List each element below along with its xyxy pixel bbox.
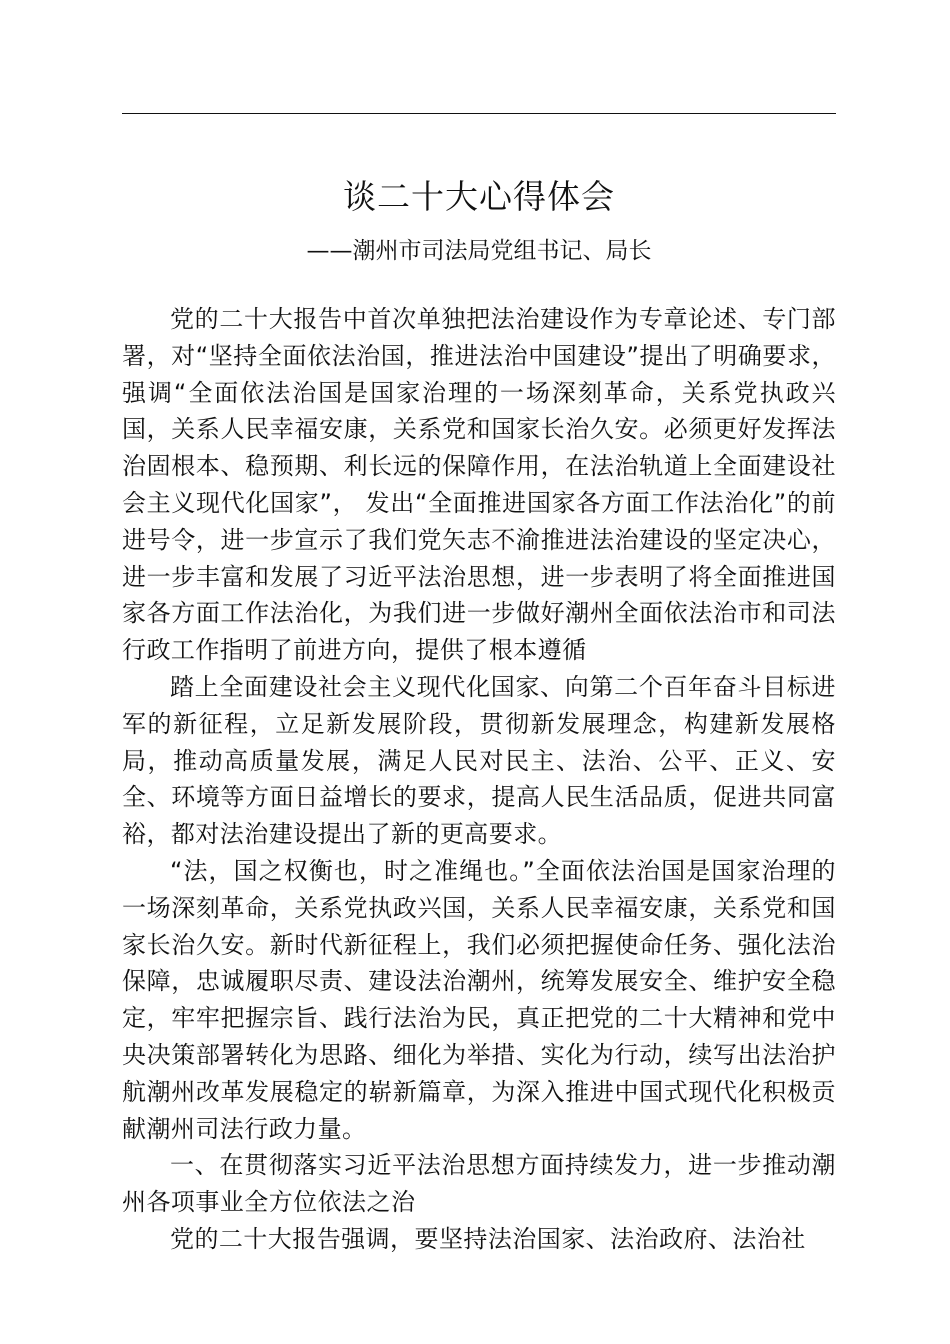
document-body (122, 301, 836, 1258)
paragraph-3: “法，国之权衡也，时之准绳也。”全面依法治国是国家治理的一场深刻革命，关系党执政兴国，关系人民幸福安康，关系党和国家长治久安。新时代新征程上，我们必须把握使命任务、强化法治保障，忠诚履职尽责、建设法治潮州，统筹发展安全、维护安全稳定，牢牢把握宗旨、践行法治为民，真正把党的二十大精神和党中央决策部署转化为思路、细化为举措、实化为行动，续写出法治护航潮州改革发展稳定的崭新篇章，为深入推进中国式现代化积极贡献潮州司法行政力量。 (122, 856, 836, 1143)
section-heading-1: 一、在贯彻落实习近平法治思想方面持续发力，进一步推动潮州各项事业全方位依法之治 (122, 1151, 836, 1217)
document-subtitle: ——潮州市司法局党组书记、局长 (306, 238, 652, 264)
header-rule (122, 113, 836, 114)
paragraph-1: 党的二十大报告中首次单独把法治建设作为专章论述、专门部署，对“坚持全面依法治国，推进法治中国建设”提出了明确要求，强调“全面依法治国是国家治理的一场深刻革命，关系党执政兴国，关系人民幸福安康，关系党和国家长治久安。必须更好发挥法治固根本、稳预期、利长远的保障作用，在法治轨道上全面建设社会主义现代化国家”， 发出“全面推进国家各方面工作法治化”的前进号令，进一步宣示了我们党矢志不渝推进法治建设的坚定决心，进一步丰富和发展了习近平法治思想，进一步表明了将全面推进国家各方面工作法治化，为我们进一步做好潮州全面依法治市和司法行政工作指明了前进方向，提供了根本遵循 (122, 305, 836, 665)
paragraph-4: 党的二十大报告强调，要坚持法治国家、法治政府、法治社 (170, 1224, 806, 1253)
paragraph-2: 踏上全面建设社会主义现代化国家、向第二个百年奋斗目标进军的新征程，立足新发展阶段，贯彻新发展理念，构建新发展格局，推动高质量发展，满足人民对民主、法治、公平、正义、安全、环境等方面日益增长的要求，提高人民生活品质，促进共同富裕，都对法治建设提出了新的更高要求。 (122, 672, 836, 849)
document-title: 谈二十大心得体会 (343, 177, 615, 216)
